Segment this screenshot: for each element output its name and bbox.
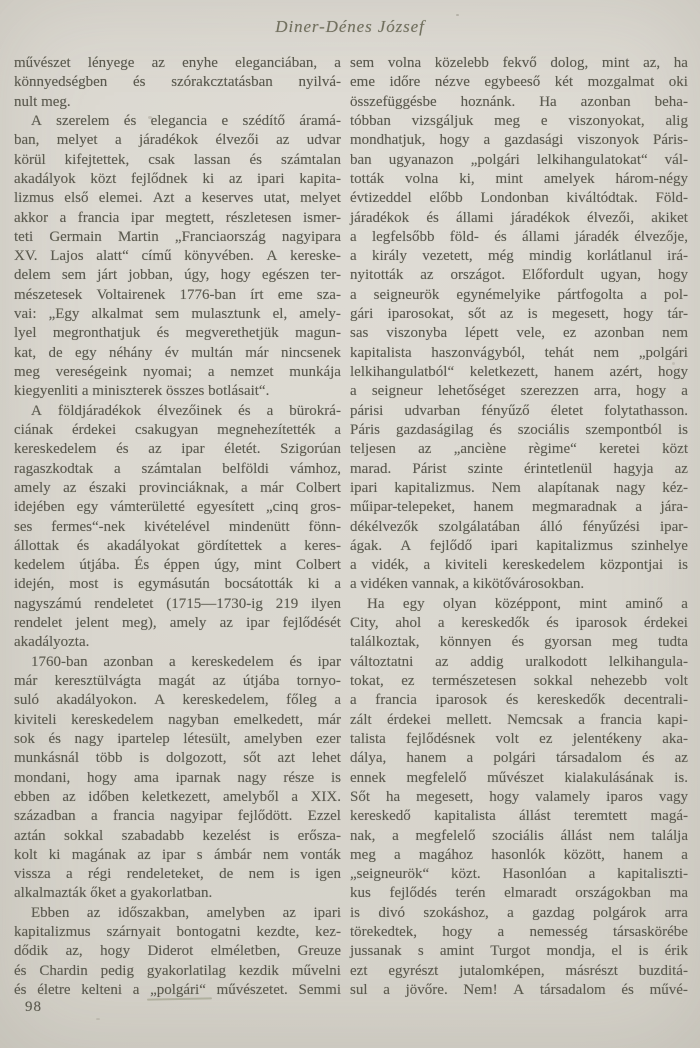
text-line: Sőt ha megesett, hogy valamely iparos vagy [350,788,688,805]
text-line: sas viszonyba lépett vele, ez azonban nem [350,325,688,342]
text-line: A szerelem és elegancia e szédítő áramá- [31,112,341,129]
text-line: zált érdekei mellett. Nemcsak a francia kapi- [350,711,688,728]
text-line: és Chardin pedig gyakorlatilag kezdik művelni [14,962,341,979]
text-line: tokat, ez természetesen sokkal nehezebb volt [350,673,688,689]
text-line: marad. Párist szinte érintetlenül hagyja az [350,460,688,477]
text-line: a vidéken vannak, a kikötővárosokban. [350,576,585,593]
text-line: a seigneur lehetőséget szerezzen arra, hogy a [350,383,688,400]
text-line: ragaszkodtak a számtalan belföldi vámhoz, [14,460,341,477]
text-line: a francia iparosok és kereskedők decentrali- [350,692,688,709]
text-line: vissza a régi rendeleteket, de nem is igen [14,866,341,883]
text-line: dékélvezők szolgálatában álló fényűzési ipar- [350,518,688,535]
text-line: XV. Lajos alatt“ című könyvében. A kereske- [14,248,341,265]
text-line: City, ahol a kereskedők és iparosok érdekei [350,615,688,632]
text-line: a legfelsőbb föld- és állami járadék élvezője, [350,228,688,245]
text-line: is divó szokáshoz, a gazdag polgárok arra [350,904,688,921]
scan-speck [456,14,459,16]
text-line: párisi udvarban fényűző életet folytathasson. [350,402,688,419]
text-line: mészetesek Voltairenek 1776-ban írt eme sza- [14,286,341,303]
text-line: ban, melyet a járadékok élvezői az udvar [14,132,341,149]
text-line: „seigneurök“ közt. Hasonlóan a kapitaliszti- [350,866,688,883]
text-line: században a francia nagyipar fejlődött. Ezzel [14,808,341,825]
text-line: akadályozta. [14,634,90,651]
text-line: ebben az időben keletkezett, amelyből a XIX. [14,788,341,805]
text-line: műipar-telepeket, hanem megmaradnak a jára- [350,499,688,516]
text-line: tották volna ki, mint amelyek három-négy [350,170,688,187]
text-line: kiegyenliti a miniszterek összes botlásait“. [14,383,270,400]
text-line: rendelet jelent meg), amely az ipar fejlődését [14,615,341,632]
text-line: törekedtek, hogy a nemesség társaskörébe [350,924,688,941]
text-line: ennek megfelelő művészet kialakulásának is. [350,769,688,786]
text-line: lyel megronthatjuk és megverethetjük magun- [14,325,341,342]
text-line: lelkihangulatból“ keletkezett, hanem azért, hogy [350,364,688,380]
text-line: kolt ki magának az ipar s ámbár nem vonták [14,846,341,863]
text-line: 1760-ban azonban a kereskedelem és ipar [31,653,341,670]
text-line: körül kifejtettek, csak lassan és számtalan [14,151,341,168]
text-line: változtatni az addig uralkodott lelkihangula- [350,653,688,670]
text-line: alkalmazták őket a gyakorlatban. [14,885,213,902]
text-line: nyitották az országot. Előfordult ugyan, hogy [350,267,688,284]
text-line: a vidék, a kiviteli kereskedelem központjai is [350,557,688,574]
text-line: munkásnál több is dolgozott, sőt azt lehet [14,750,341,767]
text-line: gári iparosokat, sőt az is megesett, hogy tár- [350,306,688,323]
scan-speck [96,1018,100,1020]
text-line: akadályok közt fejlődnek ki az ipari kapita- [14,170,341,187]
text-line: sok és nagy ipartelep létesült, amelyben ezer [14,730,341,747]
text-line: és életre kelteni a „polgári“ művészetet. Semmi [14,981,341,1000]
text-line: teti Germain Martin „Franciaország nagyipara [14,228,341,245]
text-line: könnyedségben és szórakcztatásban nyilvá- [14,74,341,91]
text-line: dődik az, hogy Diderot elméletben, Greuze [14,943,341,960]
text-line: járadékok és állami járadékok élvezői, akiket [350,209,688,226]
page-number: 98 [25,999,42,1015]
text-line: a király vezetett, még mindig korlátlanul irá- [350,248,688,265]
text-line: sul a jövőre. Nem! A társadalom és művé- [350,982,688,998]
text-line: nagyszámú rendeletet (1715—1730-ig 219 ilyen [14,595,341,612]
text-line: kedelem útjába. És éppen úgy, mint Colbert [14,557,341,574]
text-line: Ebben az időszakban, amelyben az ipari [31,904,341,921]
text-line: Páris gazdaságilag és szociális szempontból is [350,421,688,438]
text-line: kus fejlődés terén elmaradt országokban ma [350,885,688,902]
text-line: mondani, hogy ama iparnak nagy része is [14,769,341,786]
text-line: összefüggésbe hoznánk. Ha azonban beha- [350,93,688,110]
text-line: amely az északi provinciáknak, a már Colbert [14,479,341,496]
text-line: Ha egy olyan középpont, mint aminő a [367,595,688,612]
text-line: mondhatjuk, hogy a gazdasági viszonyok Páris- [350,132,688,149]
text-line: évtizeddel előbb Londonban kiváltódtak. Föld- [350,190,688,207]
text-line: idején, most is egymásután bocsátották ki a [14,576,341,593]
text-line: ciának érdekei csakugyan megnehezítették a [14,421,341,438]
text-line: jussanak s amint Turgot mondja, el is érik [350,943,688,960]
text-line: ágak. A fejlődő ipari kapitalizmus szinhelye [350,537,688,554]
text-line: delem sem járt jobban, úgy, hogy egészen ter- [14,267,341,284]
text-line: dálya, hanem a polgári társadalom és az [350,750,688,767]
text-line: meg a magához hasonlók között, hanem a [350,846,688,863]
text-line: kiviteli kereskedelem nagyban emelkedett, már [14,711,341,728]
text-line: vai: „Egy alkalmat sem mulasztunk el, amely- [14,306,341,323]
left-column [14,54,341,1000]
text-line: teljesen az „anciène règime“ keretei közt [350,441,688,458]
text-line: tóbban vizsgáljuk meg e viszonyokat, alig [350,112,688,129]
text-line: kapitalizmus szárnyait bontogatni kezdte, kez- [14,924,341,941]
text-line: aztán sokkal szabadabb kezelést is erősza- [14,827,341,844]
text-line: sem volna közelebb fekvő dolog, mint az, ha [350,55,688,71]
text-line: akkor a francia ipar megtett, részletesen ismer- [14,209,341,226]
text-line: találkoztak, könnyen és gyorsan meg tudta [350,634,688,651]
text-line: idejében egy vámterületté egyesített „cinq gros- [14,499,341,516]
text-line: művészet lényege az enyhe eleganciában, a [14,55,341,71]
text-line: ipari kapitalizmus. Nem alapítanak nagy kéz- [350,479,688,496]
right-column [350,54,688,1000]
text-line: lizmus első elemei. Azt a keserves utat, melyet [14,190,341,207]
text-line: eme időre nézve egybeeső két mozgalmat oki [350,74,688,91]
text-line: állottak és akadályokat gördítettek a keres- [14,537,341,554]
text-line: talista fejlődésnek volt ez jelentékeny aka- [350,730,688,747]
text-line: ses fermes“-nek kivételével mindenütt fönn- [14,518,341,535]
text-line: A földjáradékok élvezőinek és a bürokrá- [31,402,341,419]
text-line: kereskedelem és az ipar életét. Szigorúan [14,441,341,458]
text-line: ban ugyanazon „polgári lelkihangulatokat“ vál- [350,151,688,168]
text-line: kat, de egy néhány év multán már nincsenek [14,344,341,361]
text-line: kapitalista haszonvágyból, tehát nem „polgári [350,344,688,361]
text-line: a seigneurök egynémelyike pártfogolta a pol- [350,286,688,303]
pencil-underline-word: „polgári“ [150,981,206,1000]
text-line: ezt egyrészt jutalomképen, másrészt buzditá- [350,962,688,979]
text-line: nak, a megfelelő szociális állást nem találja [350,827,688,844]
text-line: kereskedő kapitalista állást teremtett magá- [350,808,688,825]
text-line: nult meg. [14,93,71,110]
page-header-running-title: Diner-Dénes József [275,17,425,36]
text-line: meg vereségeink nyomai; a nemzet munkája [14,364,341,380]
text-line: suló akadályokon. A kereskedelem, főleg a [14,692,341,709]
text-line: már keresztülvágta magát az útjába tornyo- [14,673,341,689]
